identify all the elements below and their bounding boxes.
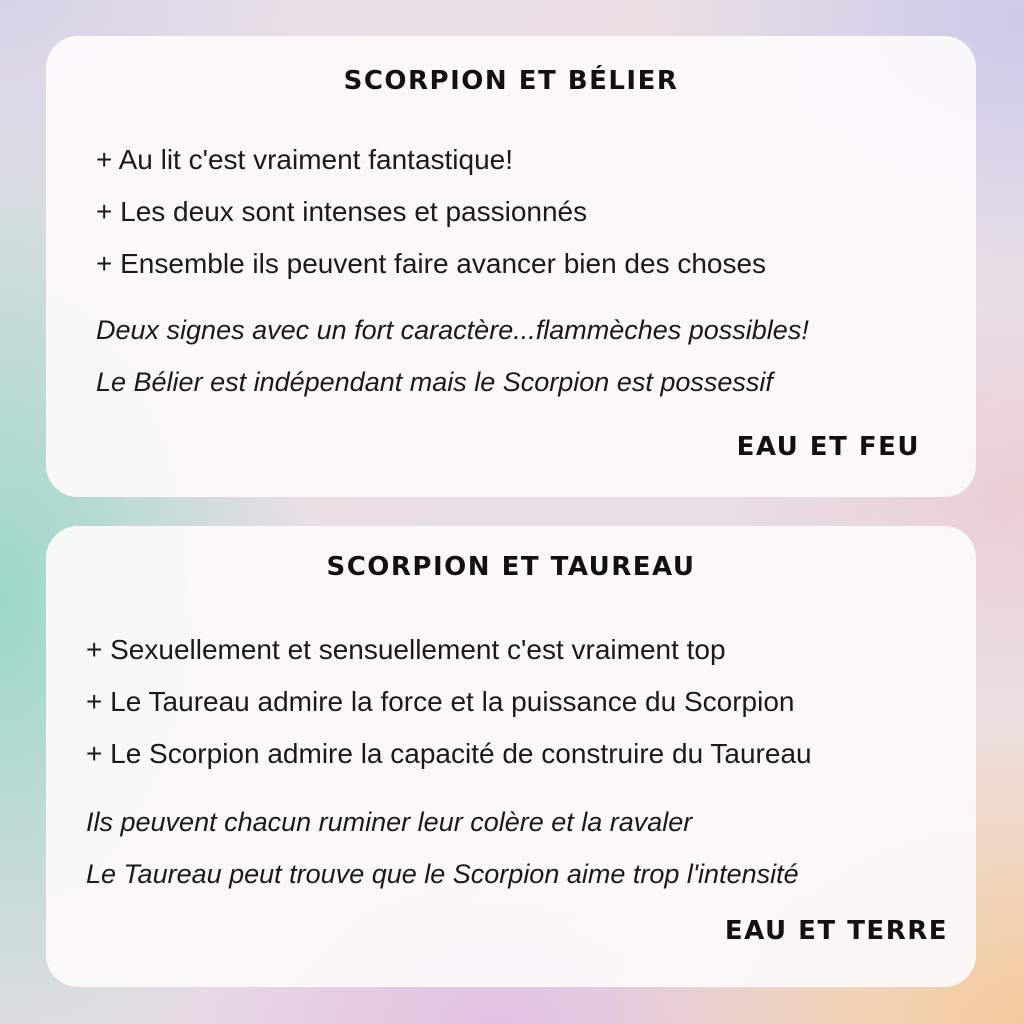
- pros-list: [96, 134, 766, 290]
- note-line: Le Taureau peut trouve que le Scorpion aime trop l'intensité: [86, 859, 799, 889]
- card-title: SCORPION ET TAUREAU: [326, 552, 696, 582]
- pro-item: + Au lit c'est vraiment fantastique!: [96, 144, 514, 175]
- pros-list: [86, 624, 812, 780]
- note-line: Deux signes avec un fort caractère...flammèches possibles!: [96, 315, 809, 345]
- pro-item: + Ensemble ils peuvent faire avancer bien des choses: [96, 248, 767, 279]
- card-title: SCORPION ET BÉLIER: [343, 66, 679, 96]
- element-pairing-label: EAU ET FEU: [736, 432, 920, 462]
- notes-block: [86, 796, 799, 900]
- pro-item: + Le Scorpion admire la capacité de construire du Taureau: [86, 738, 812, 769]
- compatibility-card-scorpion-belier: [46, 36, 976, 497]
- pro-item: + Le Taureau admire la force et la puissance du Scorpion: [86, 686, 795, 717]
- note-line: Ils peuvent chacun ruminer leur colère et la ravaler: [86, 807, 693, 837]
- note-line: Le Bélier est indépendant mais le Scorpion est possessif: [96, 367, 773, 397]
- pro-item: + Les deux sont intenses et passionnés: [96, 196, 588, 227]
- notes-block: [96, 304, 809, 408]
- compatibility-card-scorpion-taureau: [46, 526, 976, 987]
- element-pairing-label: EAU ET TERRE: [724, 916, 948, 946]
- pro-item: + Sexuellement et sensuellement c'est vraiment top: [86, 634, 726, 665]
